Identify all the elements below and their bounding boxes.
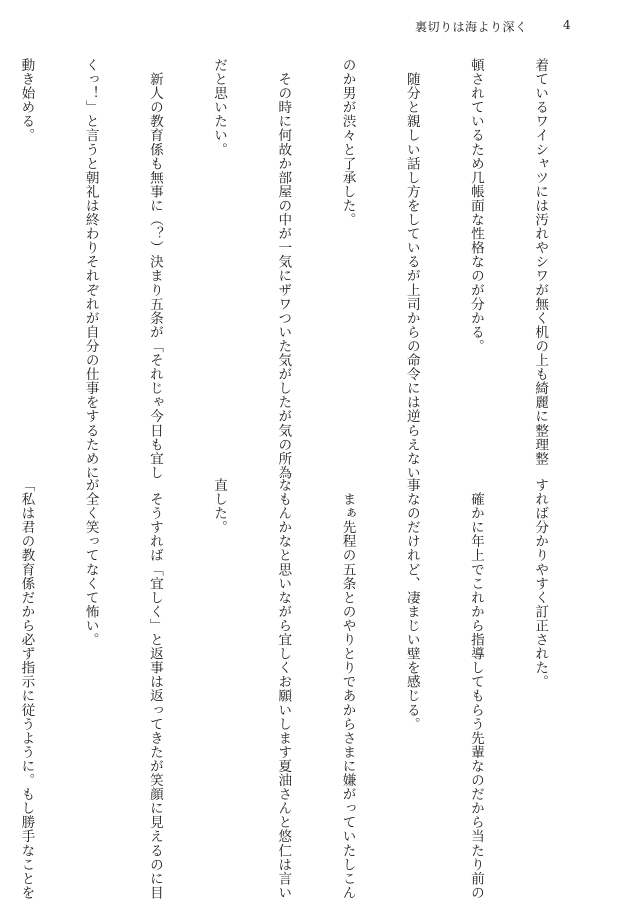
text-line: 着ているワイシャツには汚れやシワが無く机の上も綺麗に整理整 xyxy=(532,58,549,466)
text-line: 確かに年上でこれから指導してもらう先輩なのだから当たり前の xyxy=(467,478,484,900)
text-line: 「私は君の教育係だから必ず指示に従うように。もし勝手なことを xyxy=(18,478,35,900)
text-line: なもんかなと思いながら宜しくお願いします夏油さんと悠仁は言い xyxy=(275,478,292,900)
text-line: くっ！」と言うと朝礼は終わりそれぞれが自分の仕事をするために xyxy=(82,58,99,480)
text-line: すれば分かりやすく訂正された。 xyxy=(532,478,549,689)
text-line: だと思いたい。 xyxy=(211,58,228,157)
text-line: 随分と親しい話し方をしているが上司からの命令には逆らえない xyxy=(403,58,420,480)
text-line: 頓されているため几帳面な性格なのが分かる。 xyxy=(467,58,484,354)
text-line: まぁ先程の五条とのやりとりであからさまに嫌がっていたしこん xyxy=(339,478,356,900)
text-line: 新人の教育係も無事に（？）決まり五条が「それじゃ今日も宜し xyxy=(146,58,163,480)
running-header-title: 裏切りは海より深く xyxy=(415,20,528,34)
text-line: そうすれば「宜しく」と返事は返ってきたが笑顔に見えるのに目 xyxy=(146,478,163,900)
text-line: が全く笑ってなくて怖い。 xyxy=(82,478,99,647)
text-line: 動き始める。 xyxy=(18,58,35,143)
text-line: その時に何故か部屋の中が一気にザワついた気がしたが気の所為 xyxy=(275,58,292,480)
text-block-top xyxy=(18,58,593,480)
text-line: のか男が渋々と了承した。 xyxy=(339,58,356,227)
text-line: 直した。 xyxy=(211,478,228,535)
text-line: 事なのだけれど、凄まじい壁を感じる。 xyxy=(403,478,420,731)
page-number: 4 xyxy=(563,18,571,32)
text-block-bottom xyxy=(18,478,593,900)
